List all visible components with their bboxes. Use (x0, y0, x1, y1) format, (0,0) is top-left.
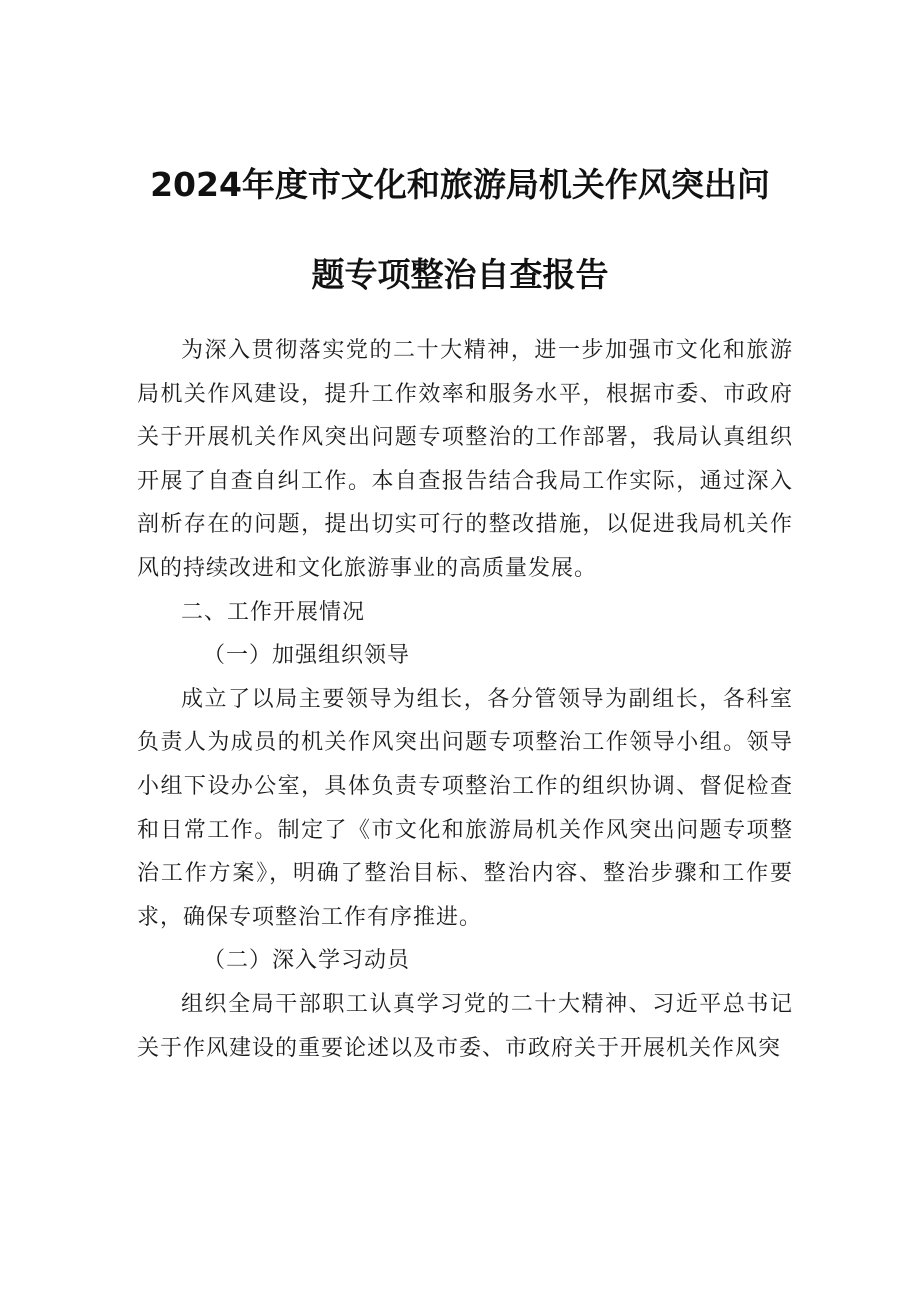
document-body (137, 329, 793, 1070)
intro-paragraph: 为深入贯彻落实党的二十大精神，进一步加强市文化和旅游局机关作风建设，提升工作效率和服务水平，根据市委、市政府关于开展机关作风突出问题专项整治的工作部署，我局认真组织开展了自查自纠工作。本自查报告结合我局工作实际，通过深入剖析存在的问题，提出切实可行的整改措施，以促进我局机关作风的持续改进和文化旅游事业的高质量发展。 (137, 338, 793, 581)
document-title-line-2: 题专项整治自查报告 (311, 255, 609, 294)
study-paragraph: 组织全局干部职工认真学习党的二十大精神、习近平总书记关于作风建设的重要论述以及市委、市政府关于开展机关作风突 (137, 991, 793, 1061)
leadership-paragraph: 成立了以局主要领导为组长，各分管领导为副组长，各科室负责人为成员的机关作风突出问题专项整治工作领导小组。领导小组下设办公室，具体负责专项整治工作的组织协调、督促检查和日常工作。制定了《市文化和旅游局机关作风突出问题专项整治工作方案》，明确了整治目标、整治内容、整治步骤和工作要求，确保专项整治工作有序推进。 (137, 686, 793, 930)
subsection-heading-leadership: （一）加强组织领导 (203, 643, 411, 669)
subsection-heading-study: （二）深入学习动员 (203, 948, 411, 974)
document-title-line-1: 2024年度市文化和旅游局机关作风突出问 (150, 165, 770, 204)
section-heading-work-progress: 二、工作开展情况 (181, 599, 366, 625)
